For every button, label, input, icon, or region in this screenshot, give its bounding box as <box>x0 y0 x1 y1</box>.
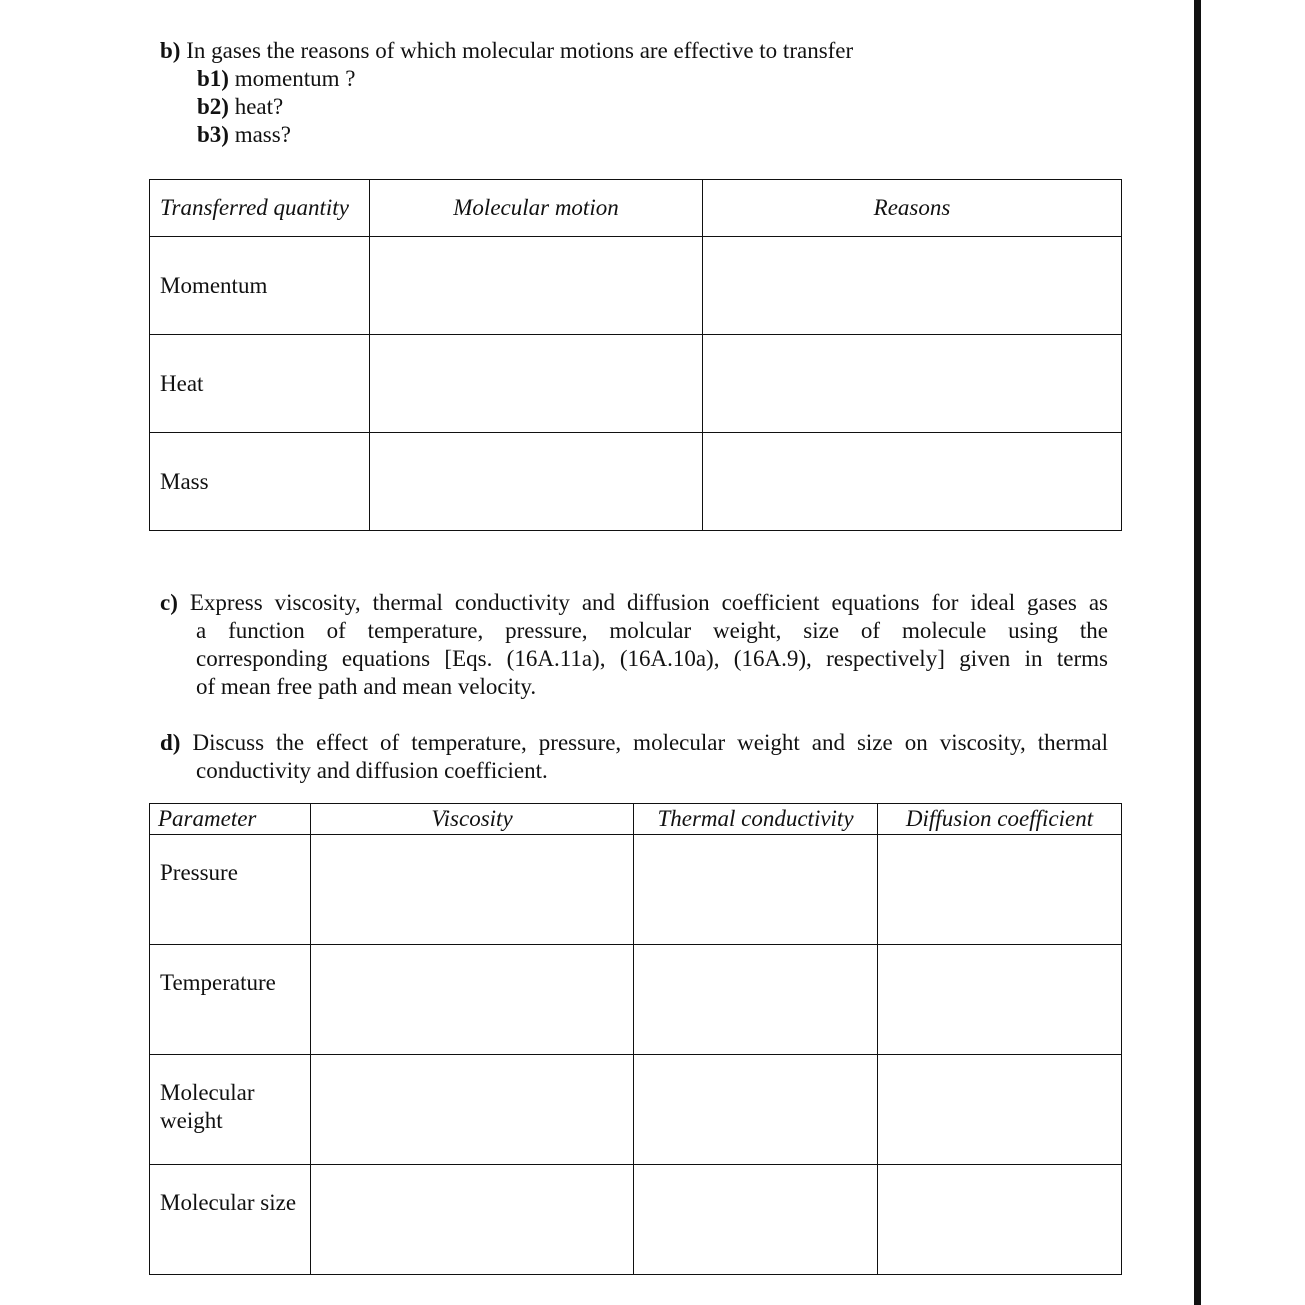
answer-cell[interactable] <box>370 335 703 433</box>
question-c-label: c) <box>160 590 178 615</box>
answer-cell[interactable] <box>370 237 703 335</box>
answer-cell[interactable] <box>878 1055 1122 1165</box>
answer-cell[interactable] <box>311 1165 634 1275</box>
table-row <box>150 835 1122 945</box>
header-molecular-motion: Molecular motion <box>370 180 703 237</box>
subquestion-b3: b3) mass? <box>197 122 291 147</box>
question-b-text: In gases the reasons of which molecular motions are effective to transfer <box>186 38 854 63</box>
answer-cell[interactable] <box>703 433 1122 531</box>
answer-cell[interactable] <box>311 835 634 945</box>
table-row <box>150 433 1122 531</box>
parameter-table-header <box>150 804 1122 835</box>
transfer-table <box>149 179 1122 531</box>
row-label-momentum: Momentum <box>150 237 370 335</box>
answer-cell[interactable] <box>311 945 634 1055</box>
answer-cell[interactable] <box>878 835 1122 945</box>
answer-cell[interactable] <box>878 945 1122 1055</box>
table-row <box>150 945 1122 1055</box>
subquestion-b2: b2) heat? <box>197 94 284 119</box>
transfer-table-header <box>150 180 1122 237</box>
answer-cell[interactable] <box>634 1055 878 1165</box>
parameter-effect-table <box>149 803 1122 1275</box>
answer-cell[interactable] <box>878 1165 1122 1275</box>
answer-cell[interactable] <box>634 945 878 1055</box>
header-reasons: Reasons <box>703 180 1122 237</box>
answer-cell[interactable] <box>703 237 1122 335</box>
question-b-label: b) <box>160 38 181 63</box>
subquestion-b1: b1) momentum ? <box>197 66 356 91</box>
answer-cell[interactable] <box>311 1055 634 1165</box>
answer-cell[interactable] <box>634 1165 878 1275</box>
header-diffusion-coefficient: Diffusion coefficient <box>878 804 1122 835</box>
table-row <box>150 335 1122 433</box>
row-label-molecular-size: Molecular size <box>150 1165 311 1275</box>
row-label-mass: Mass <box>150 433 370 531</box>
header-viscosity: Viscosity <box>311 804 634 835</box>
header-thermal-conductivity: Thermal conductivity <box>634 804 878 835</box>
answer-cell[interactable] <box>634 835 878 945</box>
row-label-temperature: Temperature <box>150 945 311 1055</box>
row-label-heat: Heat <box>150 335 370 433</box>
header-parameter: Parameter <box>150 804 311 835</box>
table-row <box>150 1165 1122 1275</box>
page-edge-bar <box>1194 0 1201 1305</box>
table-row <box>150 237 1122 335</box>
question-b <box>160 37 853 65</box>
answer-cell[interactable] <box>703 335 1122 433</box>
question-c: c) Express viscosity, thermal conductivity and diffusion coefficient equations for ideal gases as a function of temperature, pressure, molcular weight, size of molecule using the corresponding equations [Eqs. (16A.11a), (16A.10a), (16A.9), respectively] given in terms of mean free path and mean velocity. <box>160 590 1108 699</box>
question-d: d) Discuss the effect of temperature, pressure, molecular weight and size on viscosity, thermal conductivity and diffusion coefficient. <box>160 730 1109 783</box>
header-transferred-quantity: Transferred quantity <box>150 180 370 237</box>
row-label-pressure: Pressure <box>150 835 311 945</box>
answer-cell[interactable] <box>370 433 703 531</box>
question-d-label: d) <box>160 730 181 755</box>
row-label-molecular-weight: Molecular weight <box>150 1055 311 1165</box>
table-row <box>150 1055 1122 1165</box>
